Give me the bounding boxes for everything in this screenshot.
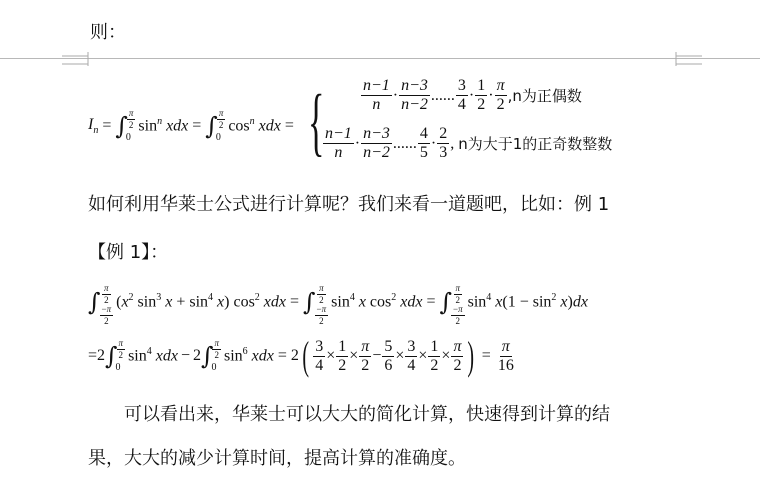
wallis-case-even: $\frac{n-1}{n}$ · $\frac{n-3}{n-2}$ ...... $\frac{3}{4}$ · $\frac{1}{2}$ · $\frac{\pi}{2}$ ,n为正偶数 <box>363 77 582 113</box>
example-formula-line2: =2 ∫ $\frac{\pi}{2}$ 0 $\sin^4$ xdx − 2 ∫ $\frac{\pi}{2}$ 0 $\sin^6$ xdx = 2 ( $\frac{3}{4}$ × $\frac{1}{2}$ × $\frac{\pi}{2}$ − $\frac{5}{6}$ × $\frac{3}{4}$ × $\frac{1}{2}$ × $\frac{\pi}{2}$ ) = $\frac{\pi}{16}$ <box>88 333 514 378</box>
left-brace: { <box>307 80 325 164</box>
paragraph-conclusion-line2: 果，大大的减少计算时间，提高计算的准确度。 <box>88 448 466 469</box>
right-corner-mark <box>674 52 702 66</box>
example-title: 【例 1】： <box>88 242 169 263</box>
integral-limits: $\frac{\pi}{2}$ 0 <box>125 108 134 143</box>
integral-sign: ∫ <box>205 112 218 140</box>
example-formula-line1: ∫ $\frac{\pi}{2}$ $\frac{-\pi}{2}$ ($x^2$ $\sin^3 x + \sin^4 x$) $\cos^2$ xdx = ∫ $\frac{\pi}{2}$ $\frac{-\pi}{2}$ $\sin^4 x$ $\cos^2$ xdx = ∫ $\frac{\pi}{2}$ $\frac{-\pi}{2}$ $\sin^4 x(1 - \sin^2 x)dx$ <box>88 283 588 326</box>
paragraph-question: 如何利用华莱士公式进行计算呢？我们来看一道题吧，比如：例 1 <box>88 194 610 215</box>
wallis-formula: $I_n$ = ∫ $\frac{\pi}{2}$ 0 $\sin^n$ xdx = ∫ $\frac{\pi}{2}$ 0 $\cos^n$ xdx = { <box>88 80 325 164</box>
page-break-line <box>0 58 760 59</box>
heading-ze: 则： <box>90 22 126 43</box>
wallis-case-odd: $\frac{n-1}{n}$ · $\frac{n-3}{n-2}$ ...... $\frac{4}{5}$ · $\frac{2}{3}$ , n为大于1的正奇数整数 <box>325 125 613 161</box>
formula1-lhs: $I_n$ <box>88 115 99 137</box>
integral-sign: ∫ <box>115 112 128 140</box>
integral-limits: $\frac{\pi}{2}$ 0 <box>215 108 224 143</box>
case-odd-label: n为大于1的正奇数整数 <box>458 135 613 153</box>
paragraph-conclusion-line1: 可以看出来，华莱士可以大大的简化计算，快速得到计算的结 <box>124 404 610 425</box>
case-even-label: ,n为正偶数 <box>507 87 582 105</box>
left-corner-mark <box>62 52 90 66</box>
